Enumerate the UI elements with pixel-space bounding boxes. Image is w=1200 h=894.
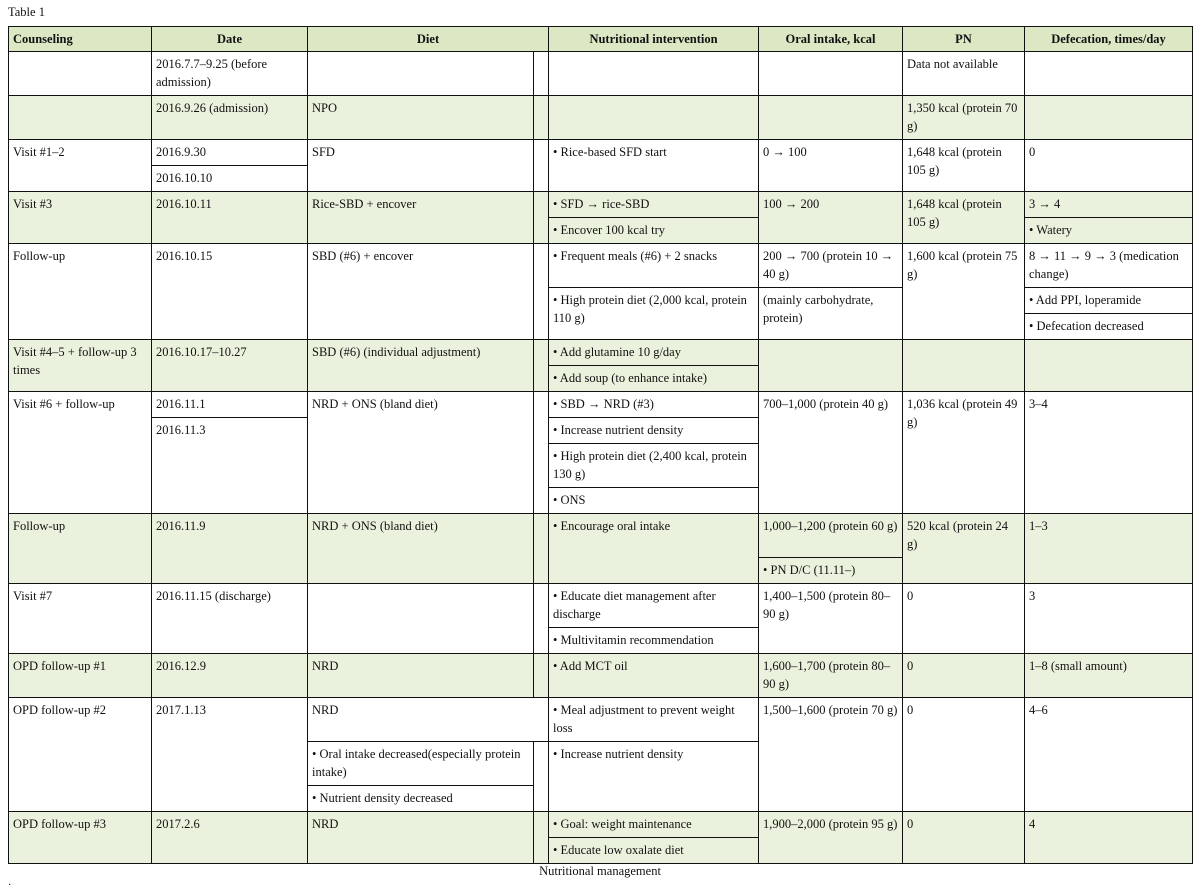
defecation-cell — [1025, 96, 1193, 140]
nutrition-table — [8, 26, 1193, 864]
counseling-cell: Visit #6 + follow-up — [9, 392, 152, 514]
date-cell: 2016.9.26 (admission) — [152, 96, 308, 140]
spacer-cell — [534, 812, 549, 864]
defecation-cell: 3–4 — [1025, 392, 1193, 514]
spacer-cell — [534, 340, 549, 392]
defecation-cell: • Defecation decreased — [1025, 314, 1193, 340]
table-row — [9, 192, 1193, 218]
oral-intake-cell — [759, 340, 903, 392]
spacer-cell — [534, 584, 549, 654]
diet-cell — [308, 52, 534, 96]
date-cell: 2016.7.7–9.25 (before admission) — [152, 52, 308, 96]
header-diet: Diet — [308, 27, 549, 52]
oral-intake-cell: (mainly carbohydrate, protein) — [759, 288, 903, 340]
intervention-cell: • Meal adjustment to prevent weight loss — [549, 698, 759, 742]
table-row — [9, 584, 1193, 628]
intervention-cell: • Increase nutrient density — [549, 742, 759, 812]
pn-cell: 1,036 kcal (protein 49 g) — [903, 392, 1025, 514]
pn-cell: 1,600 kcal (protein 75 g) — [903, 244, 1025, 340]
defecation-cell — [1025, 340, 1193, 392]
diet-cell: NRD + ONS (bland diet) — [308, 392, 534, 514]
diet-note-cell: • Oral intake decreased(especially protein intake) — [308, 742, 534, 786]
pn-cell: 1,350 kcal (protein 70 g) — [903, 96, 1025, 140]
header-counseling: Counseling — [9, 27, 152, 52]
intervention-cell: • Increase nutrient density — [549, 418, 759, 444]
oral-intake-cell: 200 → 700 (protein 10 → 40 g) — [759, 244, 903, 288]
table-row — [9, 96, 1193, 140]
spacer-cell — [534, 514, 549, 584]
spacer-cell — [534, 244, 549, 340]
defecation-cell: • Add PPI, loperamide — [1025, 288, 1193, 314]
diet-cell: SBD (#6) (individual adjustment) — [308, 340, 534, 392]
pn-cell — [903, 340, 1025, 392]
table-row — [9, 654, 1193, 698]
date-cell: 2016.10.15 — [152, 244, 308, 340]
counseling-cell: Visit #7 — [9, 584, 152, 654]
counseling-cell: OPD follow-up #3 — [9, 812, 152, 864]
spacer-cell — [534, 742, 549, 812]
intervention-cell: • Rice-based SFD start — [549, 140, 759, 192]
intervention-cell: • SFD → rice-SBD — [549, 192, 759, 218]
spacer-cell — [534, 52, 549, 96]
intervention-cell: • High protein diet (2,000 kcal, protein 110 g) — [549, 288, 759, 340]
counseling-cell: Visit #3 — [9, 192, 152, 244]
date-cell: 2016.10.10 — [152, 166, 308, 192]
diet-cell: SBD (#6) + encover — [308, 244, 534, 340]
intervention-cell: • High protein diet (2,400 kcal, protein 130 g) — [549, 444, 759, 488]
intervention-cell: • Goal: weight maintenance — [549, 812, 759, 838]
defecation-cell: 1–8 (small amount) — [1025, 654, 1193, 698]
date-cell: 2016.12.9 — [152, 654, 308, 698]
pn-cell: 0 — [903, 812, 1025, 864]
oral-intake-cell: 1,500–1,600 (protein 70 g) — [759, 698, 903, 812]
spacer-cell — [534, 654, 549, 698]
spacer-cell — [534, 96, 549, 140]
spacer-cell — [534, 392, 549, 514]
defecation-cell: 8 → 11 → 9 → 3 (medication change) — [1025, 244, 1193, 288]
date-cell: 2016.9.30 — [152, 140, 308, 166]
date-cell: 2016.11.15 (discharge) — [152, 584, 308, 654]
oral-intake-cell: 700–1,000 (protein 40 g) — [759, 392, 903, 514]
date-cell: 2016.11.3 — [152, 418, 308, 514]
table-row — [9, 140, 1193, 166]
table-row — [9, 698, 1193, 742]
date-cell: 2016.10.11 — [152, 192, 308, 244]
counseling-cell: Visit #4–5 + follow-up 3 times — [9, 340, 152, 392]
counseling-cell: OPD follow-up #2 — [9, 698, 152, 812]
intervention-cell: • Frequent meals (#6) + 2 snacks — [549, 244, 759, 288]
table-title: Table 1 — [8, 5, 45, 19]
table-row — [9, 340, 1193, 366]
header-pn: PN — [903, 27, 1025, 52]
counseling-cell: Visit #1–2 — [9, 140, 152, 192]
diet-note-cell: • Nutrient density decreased — [308, 786, 534, 812]
header-intervention: Nutritional intervention — [549, 27, 759, 52]
table-row — [9, 392, 1193, 418]
pn-cell: 520 kcal (protein 24 g) — [903, 514, 1025, 584]
counseling-cell: Follow-up — [9, 514, 152, 584]
table-row — [9, 812, 1193, 838]
oral-intake-cell: 1,400–1,500 (protein 80–90 g) — [759, 584, 903, 654]
pn-cell: 0 — [903, 584, 1025, 654]
intervention-cell: • Encourage oral intake — [549, 514, 759, 584]
defecation-cell: 3 → 4 — [1025, 192, 1193, 218]
diet-cell: Rice-SBD + encover — [308, 192, 534, 244]
pn-cell: Data not available — [903, 52, 1025, 96]
intervention-cell: • Encover 100 kcal try — [549, 218, 759, 244]
counseling-cell: OPD follow-up #1 — [9, 654, 152, 698]
intervention-cell: • Add glutamine 10 g/day — [549, 340, 759, 366]
date-cell: 2017.1.13 — [152, 698, 308, 812]
counseling-cell — [9, 96, 152, 140]
oral-intake-cell — [759, 96, 903, 140]
intervention-cell: • Educate low oxalate diet — [549, 838, 759, 864]
defecation-cell: 4–6 — [1025, 698, 1193, 812]
diet-cell: NRD — [308, 698, 549, 742]
intervention-cell — [549, 96, 759, 140]
intervention-cell: • Educate diet management after discharge — [549, 584, 759, 628]
date-cell: 2016.11.1 — [152, 392, 308, 418]
diet-cell: SFD — [308, 140, 534, 192]
intervention-cell: • Add MCT oil — [549, 654, 759, 698]
table-row — [9, 52, 1193, 96]
table-caption: Nutritional management — [539, 864, 661, 878]
diet-cell: NPO — [308, 96, 534, 140]
pn-cell: 0 — [903, 654, 1025, 698]
oral-intake-cell: 100 → 200 — [759, 192, 903, 244]
date-cell: 2016.11.9 — [152, 514, 308, 584]
defecation-cell: 3 — [1025, 584, 1193, 654]
header-date: Date — [152, 27, 308, 52]
defecation-cell: 1–3 — [1025, 514, 1193, 584]
table-row — [9, 244, 1193, 288]
counseling-cell: Follow-up — [9, 244, 152, 340]
intervention-cell: • ONS — [549, 488, 759, 514]
date-cell: 2016.10.17–10.27 — [152, 340, 308, 392]
defecation-cell: 4 — [1025, 812, 1193, 864]
pn-cell: 1,648 kcal (protein 105 g) — [903, 192, 1025, 244]
defecation-cell: • Watery — [1025, 218, 1193, 244]
pn-cell: 1,648 kcal (protein 105 g) — [903, 140, 1025, 192]
date-cell: 2017.2.6 — [152, 812, 308, 864]
diet-cell: NRD — [308, 654, 534, 698]
footnote-mark: · — [8, 880, 12, 891]
intervention-cell: • Add soup (to enhance intake) — [549, 366, 759, 392]
defecation-cell: 0 — [1025, 140, 1193, 192]
counseling-cell — [9, 52, 152, 96]
pn-cell: 0 — [903, 698, 1025, 812]
intervention-cell — [549, 52, 759, 96]
intervention-cell: • SBD → NRD (#3) — [549, 392, 759, 418]
header-oral-intake: Oral intake, kcal — [759, 27, 903, 52]
oral-intake-cell: 0 → 100 — [759, 140, 903, 192]
diet-cell — [308, 584, 534, 654]
oral-intake-cell: • PN D/C (11.11–) — [759, 558, 903, 584]
diet-cell: NRD + ONS (bland diet) — [308, 514, 534, 584]
table-row — [9, 514, 1193, 558]
intervention-cell: • Multivitamin recommendation — [549, 628, 759, 654]
oral-intake-cell: 1,000–1,200 (protein 60 g) — [759, 514, 903, 558]
oral-intake-cell: 1,900–2,000 (protein 95 g) — [759, 812, 903, 864]
spacer-cell — [534, 140, 549, 192]
defecation-cell — [1025, 52, 1193, 96]
oral-intake-cell: 1,600–1,700 (protein 80–90 g) — [759, 654, 903, 698]
diet-cell: NRD — [308, 812, 534, 864]
header-defecation: Defecation, times/day — [1025, 27, 1193, 52]
oral-intake-cell — [759, 52, 903, 96]
spacer-cell — [534, 192, 549, 244]
